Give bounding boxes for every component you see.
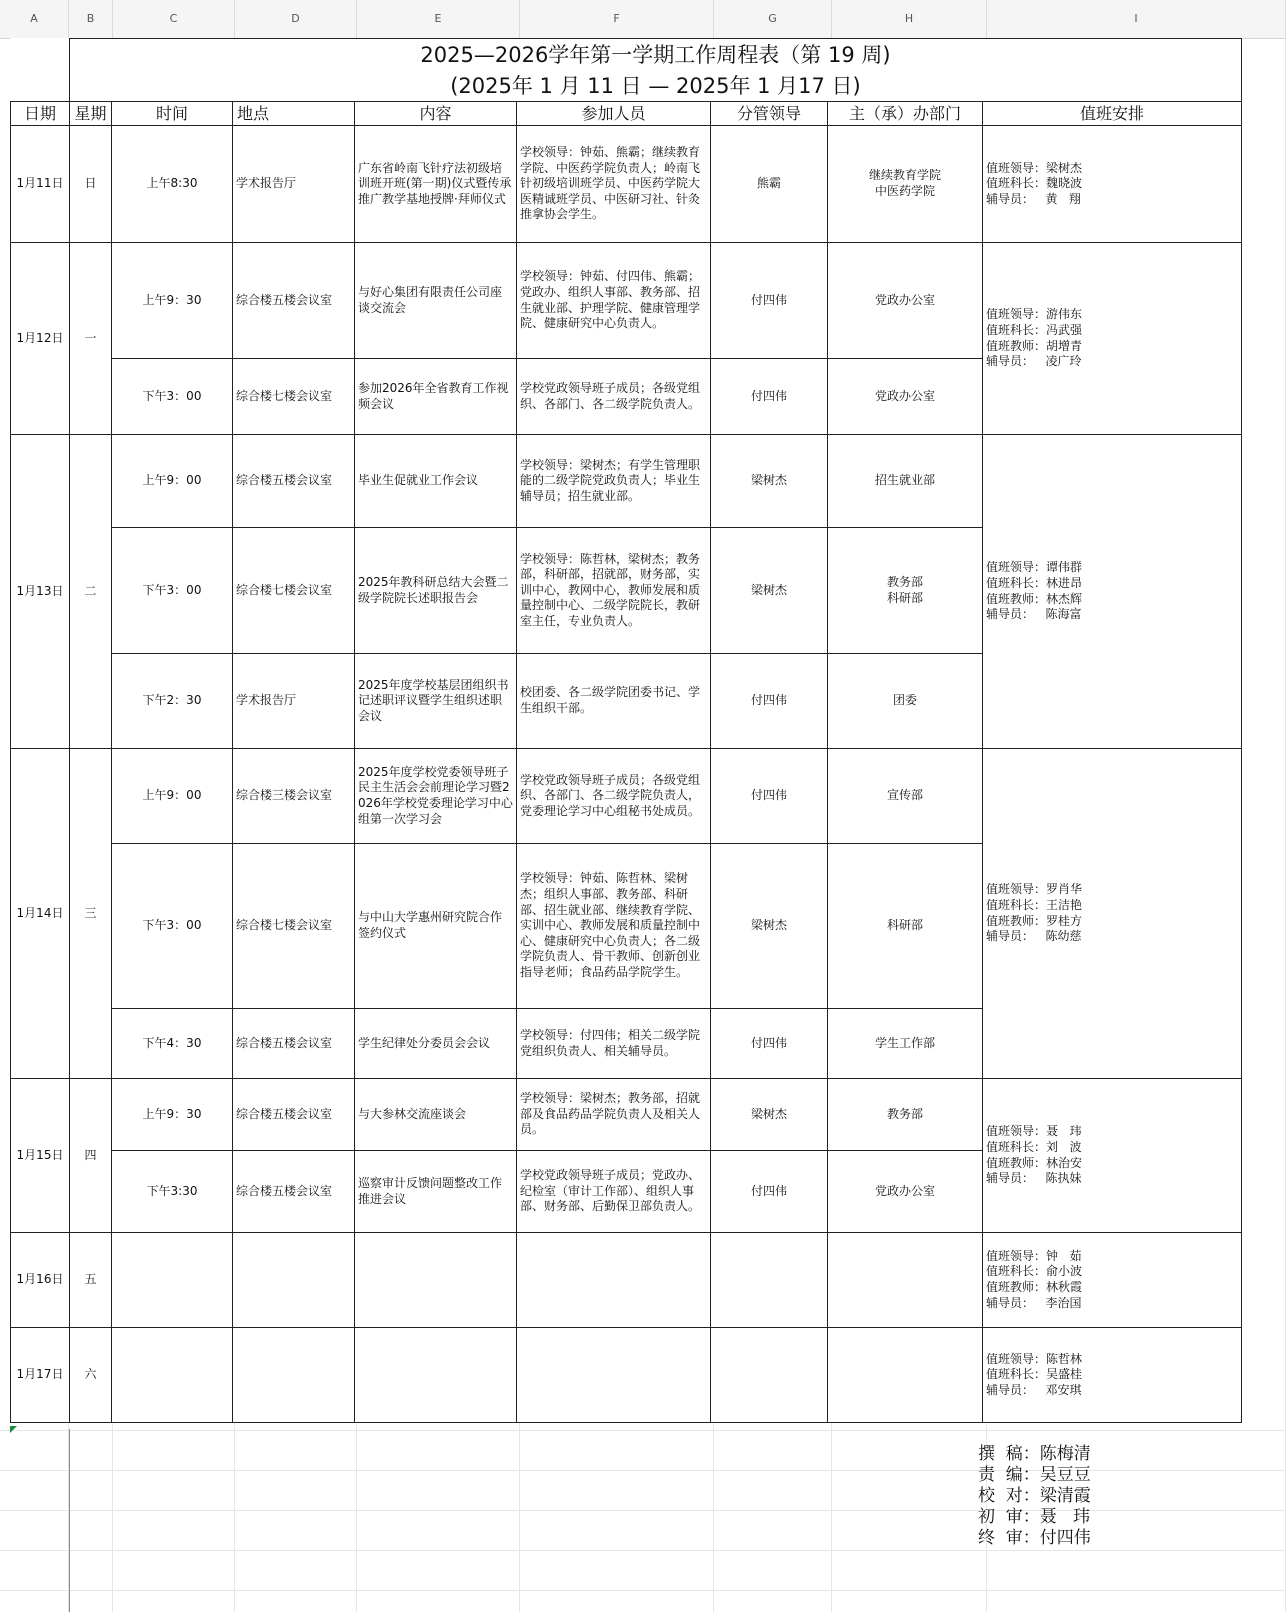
duty-cell[interactable] [983, 1079, 1242, 1233]
date-cell[interactable]: 1月12日 [11, 243, 70, 435]
place-cell[interactable]: 综合楼七楼会议室 [233, 359, 355, 435]
content-cell[interactable] [355, 1233, 517, 1328]
duty-line: 值班教师：林杰辉 [986, 591, 1083, 606]
column-header-1[interactable]: A [0, 0, 69, 38]
header-date: 日期 [11, 102, 70, 126]
dept-cell[interactable]: 教务部 [828, 1079, 983, 1151]
date-cell[interactable]: 1月15日 [11, 1079, 70, 1233]
column-header-3[interactable]: C [113, 0, 235, 38]
participants-cell[interactable]: 校团委、各二级学院团委书记、学生组织干部。 [517, 654, 711, 749]
header-weekday: 星期 [70, 102, 112, 126]
grid-row-line [0, 1510, 1286, 1511]
column-header-bar [0, 0, 1286, 39]
table-row [11, 1233, 1242, 1328]
participants-cell[interactable]: 学校党政领导班子成员；各级党组织、各部门、各二级学院负责人。 [517, 359, 711, 435]
duty-line: 值班教师：胡增青 [986, 338, 1083, 353]
time-cell[interactable]: 下午3：00 [112, 359, 233, 435]
grid-row-line [0, 1430, 1286, 1431]
header-participants: 参加人员 [517, 102, 711, 126]
column-header-4[interactable]: D [235, 0, 357, 38]
leader-cell[interactable]: 付四伟 [711, 1151, 828, 1233]
weekday-cell[interactable]: 日 [70, 126, 112, 243]
place-cell[interactable]: 学术报告厅 [233, 654, 355, 749]
time-cell[interactable] [112, 1328, 233, 1423]
leader-cell[interactable]: 付四伟 [711, 1009, 828, 1079]
time-cell[interactable]: 上午9：30 [112, 1079, 233, 1151]
table-row [11, 243, 1242, 359]
footer-line: 责 编：吴豆豆 [978, 1465, 1091, 1485]
duty-line: 辅导员： 邓安琪 [986, 1382, 1082, 1397]
header-time: 时间 [112, 102, 233, 126]
duty-line: 值班科长：王洁艳 [986, 897, 1083, 912]
place-cell[interactable]: 综合楼七楼会议室 [233, 528, 355, 654]
duty-line: 值班领导：罗肖华 [986, 882, 1083, 897]
dept-cell[interactable]: 招生就业部 [828, 435, 983, 528]
duty-line: 辅导员： 陈执妹 [986, 1171, 1082, 1186]
date-cell[interactable]: 1月14日 [11, 749, 70, 1079]
leader-cell[interactable]: 梁树杰 [711, 435, 828, 528]
duty-line: 值班科长：林进昂 [986, 575, 1083, 590]
dept-cell[interactable]: 继续教育学院 中医药学院 [828, 126, 983, 243]
header-place: 地点 [233, 102, 355, 126]
schedule-title: 2025—2026学年第一学期工作周程表（第 19 周) [70, 39, 1242, 71]
place-cell[interactable]: 综合楼五楼会议室 [233, 1079, 355, 1151]
content-cell[interactable]: 参加2026年全省教育工作视频会议 [355, 359, 517, 435]
place-cell[interactable]: 综合楼五楼会议室 [233, 1151, 355, 1233]
duty-line: 值班科长：刘 波 [986, 1139, 1082, 1154]
grid-row-line [0, 1550, 1286, 1551]
place-cell[interactable]: 综合楼五楼会议室 [233, 243, 355, 359]
participants-cell[interactable] [517, 1233, 711, 1328]
header-duty: 值班安排 [983, 102, 1242, 126]
duty-line: 辅导员： 凌广玲 [986, 354, 1082, 369]
content-cell[interactable]: 与好心集团有限责任公司座谈交流会 [355, 243, 517, 359]
content-cell[interactable]: 与大参林交流座谈会 [355, 1079, 517, 1151]
duty-line: 值班领导：聂 玮 [986, 1124, 1082, 1139]
dept-cell[interactable]: 宣传部 [828, 749, 983, 844]
duty-line: 辅导员： 黄 翔 [986, 191, 1081, 206]
duty-line: 值班领导：游伟东 [986, 307, 1083, 322]
title-blank-cell [11, 39, 70, 102]
leader-cell[interactable]: 付四伟 [711, 243, 828, 359]
place-cell[interactable]: 综合楼七楼会议室 [233, 844, 355, 1009]
duty-line: 值班教师：罗桂方 [986, 913, 1083, 928]
column-header-7[interactable]: G [714, 0, 832, 38]
content-cell[interactable]: 巡察审计反馈问题整改工作推进会议 [355, 1151, 517, 1233]
grid-row-line [0, 1590, 1286, 1591]
place-cell[interactable]: 学术报告厅 [233, 126, 355, 243]
duty-line: 值班科长：俞小波 [986, 1264, 1083, 1279]
duty-cell[interactable] [983, 435, 1242, 749]
duty-line: 值班教师：林治安 [986, 1155, 1083, 1170]
dept-cell[interactable]: 党政办公室 [828, 359, 983, 435]
content-cell[interactable] [355, 1328, 517, 1423]
weekday-cell[interactable]: 一 [70, 243, 112, 435]
participants-cell[interactable]: 学校党政领导班子成员；党政办、纪检室（审计工作部）、组织人事部、财务部、后勤保卫部负责人。 [517, 1151, 711, 1233]
leader-cell[interactable]: 付四伟 [711, 654, 828, 749]
table-row [11, 1079, 1242, 1151]
time-cell[interactable] [112, 1233, 233, 1328]
footer-line: 校 对：梁清霞 [978, 1486, 1091, 1506]
footer-line: 终 审：付四伟 [978, 1528, 1091, 1548]
date-cell[interactable]: 1月17日 [11, 1328, 70, 1423]
duty-line: 辅导员： 陈海富 [986, 607, 1082, 622]
participants-cell[interactable]: 学校领导：付四伟；相关二级学院党组织负责人、相关辅导员。 [517, 1009, 711, 1079]
duty-line: 值班教师：林秋霞 [986, 1280, 1083, 1294]
column-header-5[interactable]: E [357, 0, 520, 38]
content-cell[interactable]: 学生纪律处分委员会会议 [355, 1009, 517, 1079]
leader-cell[interactable] [711, 1233, 828, 1328]
cell-marker-icon [10, 1426, 17, 1433]
table-row [11, 1328, 1242, 1423]
participants-cell[interactable]: 学校领导：梁树杰；教务部，招就部及食品药品学院负责人及相关人员。 [517, 1079, 711, 1151]
weekday-cell[interactable]: 五 [70, 1233, 112, 1328]
date-cell[interactable]: 1月11日 [11, 126, 70, 243]
participants-cell[interactable]: 学校党政领导班子成员；各级党组织、各部门、各二级学院负责人，党委理论学习中心组秘书处成员。 [517, 749, 711, 844]
time-cell[interactable]: 上午9：00 [112, 749, 233, 844]
place-cell[interactable] [233, 1328, 355, 1423]
dept-cell[interactable] [828, 1328, 983, 1423]
duty-line: 值班领导：陈哲林 [986, 1351, 1083, 1366]
table-row [11, 435, 1242, 528]
time-cell[interactable]: 上午9：30 [112, 243, 233, 359]
time-cell[interactable]: 下午3：00 [112, 844, 233, 1009]
time-cell[interactable]: 上午8:30 [112, 126, 233, 243]
place-cell[interactable]: 综合楼五楼会议室 [233, 1009, 355, 1079]
dept-cell[interactable]: 学生工作部 [828, 1009, 983, 1079]
participants-cell[interactable] [517, 1328, 711, 1423]
place-cell[interactable] [233, 1233, 355, 1328]
table-row [11, 749, 1242, 844]
date-cell[interactable]: 1月16日 [11, 1233, 70, 1328]
column-header-6[interactable]: F [520, 0, 714, 38]
weekday-cell[interactable]: 六 [70, 1328, 112, 1423]
duty-line: 值班科长：魏晓波 [986, 176, 1083, 191]
leader-cell[interactable]: 梁树杰 [711, 528, 828, 654]
dept-cell[interactable]: 教务部 科研部 [828, 528, 983, 654]
duty-cell[interactable] [983, 1328, 1242, 1423]
header-leader: 分管领导 [711, 102, 828, 126]
date-cell[interactable]: 1月13日 [11, 435, 70, 749]
content-cell[interactable]: 毕业生促就业工作会议 [355, 435, 517, 528]
leader-cell[interactable]: 熊霸 [711, 126, 828, 243]
header-content: 内容 [355, 102, 517, 126]
footer-line: 撰 稿：陈梅清 [978, 1444, 1091, 1464]
dept-cell[interactable]: 科研部 [828, 844, 983, 1009]
footer-signoff [978, 1444, 1091, 1549]
duty-line: 辅导员： 李治国 [986, 1295, 1082, 1310]
schedule-date-range: (2025年 1 月 11 日 — 2025年 1 月17 日) [70, 71, 1242, 102]
content-cell[interactable]: 2025年度学校基层团组织书记述职评议暨学生组织述职会议 [355, 654, 517, 749]
duty-cell[interactable] [983, 1233, 1242, 1328]
weekday-cell[interactable]: 二 [70, 435, 112, 749]
time-cell[interactable]: 下午2：30 [112, 654, 233, 749]
leader-cell[interactable]: 梁树杰 [711, 1079, 828, 1151]
grid-row-line [0, 1470, 1286, 1471]
time-cell[interactable]: 下午3：00 [112, 528, 233, 654]
duty-line: 值班科长：冯武强 [986, 322, 1083, 337]
place-cell[interactable]: 综合楼五楼会议室 [233, 435, 355, 528]
dept-cell[interactable]: 团委 [828, 654, 983, 749]
duty-line: 值班领导：梁树杰 [986, 160, 1083, 175]
dept-cell[interactable] [828, 1233, 983, 1328]
frame-divider [69, 1429, 70, 1612]
time-cell[interactable]: 下午4：30 [112, 1009, 233, 1079]
time-cell[interactable]: 下午3:30 [112, 1151, 233, 1233]
participants-cell[interactable]: 学校领导：钟茹、熊霸；继续教育学院、中医药学院负责人；岭南飞针初级培训班学员、中医药学院大医精诚班学员、中医研习社、针灸推拿协会学生。 [517, 126, 711, 243]
duty-line: 值班领导：钟 茹 [986, 1248, 1082, 1263]
table-row [11, 126, 1242, 243]
schedule-table [10, 38, 1242, 1423]
duty-line: 值班科长：吴盛桂 [986, 1367, 1083, 1382]
participants-cell[interactable]: 学校领导：钟茹、陈哲林、梁树杰；组织人事部、教务部、科研部、招生就业部、继续教育学院、实训中心、教师发展和质量控制中心、健康研究中心负责人；各二级学院负责人、骨干教师、创新创业指导老师；食品药品学院学生。 [517, 844, 711, 1009]
column-header-9[interactable]: I [987, 0, 1286, 38]
column-header-2[interactable]: B [69, 0, 113, 38]
dept-cell[interactable]: 党政办公室 [828, 1151, 983, 1233]
leader-cell[interactable] [711, 1328, 828, 1423]
content-cell[interactable]: 广东省岭南飞针疗法初级培训班开班(第一期)仪式暨传承推广教学基地授牌·拜师仪式 [355, 126, 517, 243]
header-dept: 主（承）办部门 [828, 102, 983, 126]
duty-line: 值班领导：谭伟群 [986, 560, 1083, 575]
weekday-cell[interactable]: 四 [70, 1079, 112, 1233]
time-cell[interactable]: 上午9：00 [112, 435, 233, 528]
leader-cell[interactable]: 付四伟 [711, 359, 828, 435]
duty-cell[interactable] [983, 749, 1242, 1079]
participants-cell[interactable]: 学校领导：陈哲林，梁树杰；教务部，科研部，招就部，财务部，实训中心，教网中心，教师发展和质量控制中心、二级学院院长，教研室主任，专业负责人。 [517, 528, 711, 654]
column-header-8[interactable]: H [832, 0, 987, 38]
content-cell[interactable]: 2025年度学校党委领导班子民主生活会会前理论学习暨2026年学校党委理论学习中心组第一次学习会 [355, 749, 517, 844]
duty-cell[interactable] [983, 126, 1242, 243]
duty-cell[interactable] [983, 243, 1242, 435]
place-cell[interactable]: 综合楼三楼会议室 [233, 749, 355, 844]
footer-line: 初 审：聂 玮 [978, 1507, 1091, 1527]
leader-cell[interactable]: 付四伟 [711, 749, 828, 844]
content-cell[interactable]: 与中山大学惠州研究院合作签约仪式 [355, 844, 517, 1009]
content-cell[interactable]: 2025年教科研总结大会暨二级学院院长述职报告会 [355, 528, 517, 654]
weekday-cell[interactable]: 三 [70, 749, 112, 1079]
dept-cell[interactable]: 党政办公室 [828, 243, 983, 359]
participants-cell[interactable]: 学校领导：钟茹、付四伟、熊霸；党政办、组织人事部、教务部、招生就业部、护理学院、健康管理学院、健康研究中心负责人。 [517, 243, 711, 359]
leader-cell[interactable]: 梁树杰 [711, 844, 828, 1009]
duty-line: 辅导员： 陈幼慈 [986, 929, 1082, 944]
participants-cell[interactable]: 学校领导：梁树杰；有学生管理职能的二级学院党政负责人；毕业生辅导员；招生就业部。 [517, 435, 711, 528]
